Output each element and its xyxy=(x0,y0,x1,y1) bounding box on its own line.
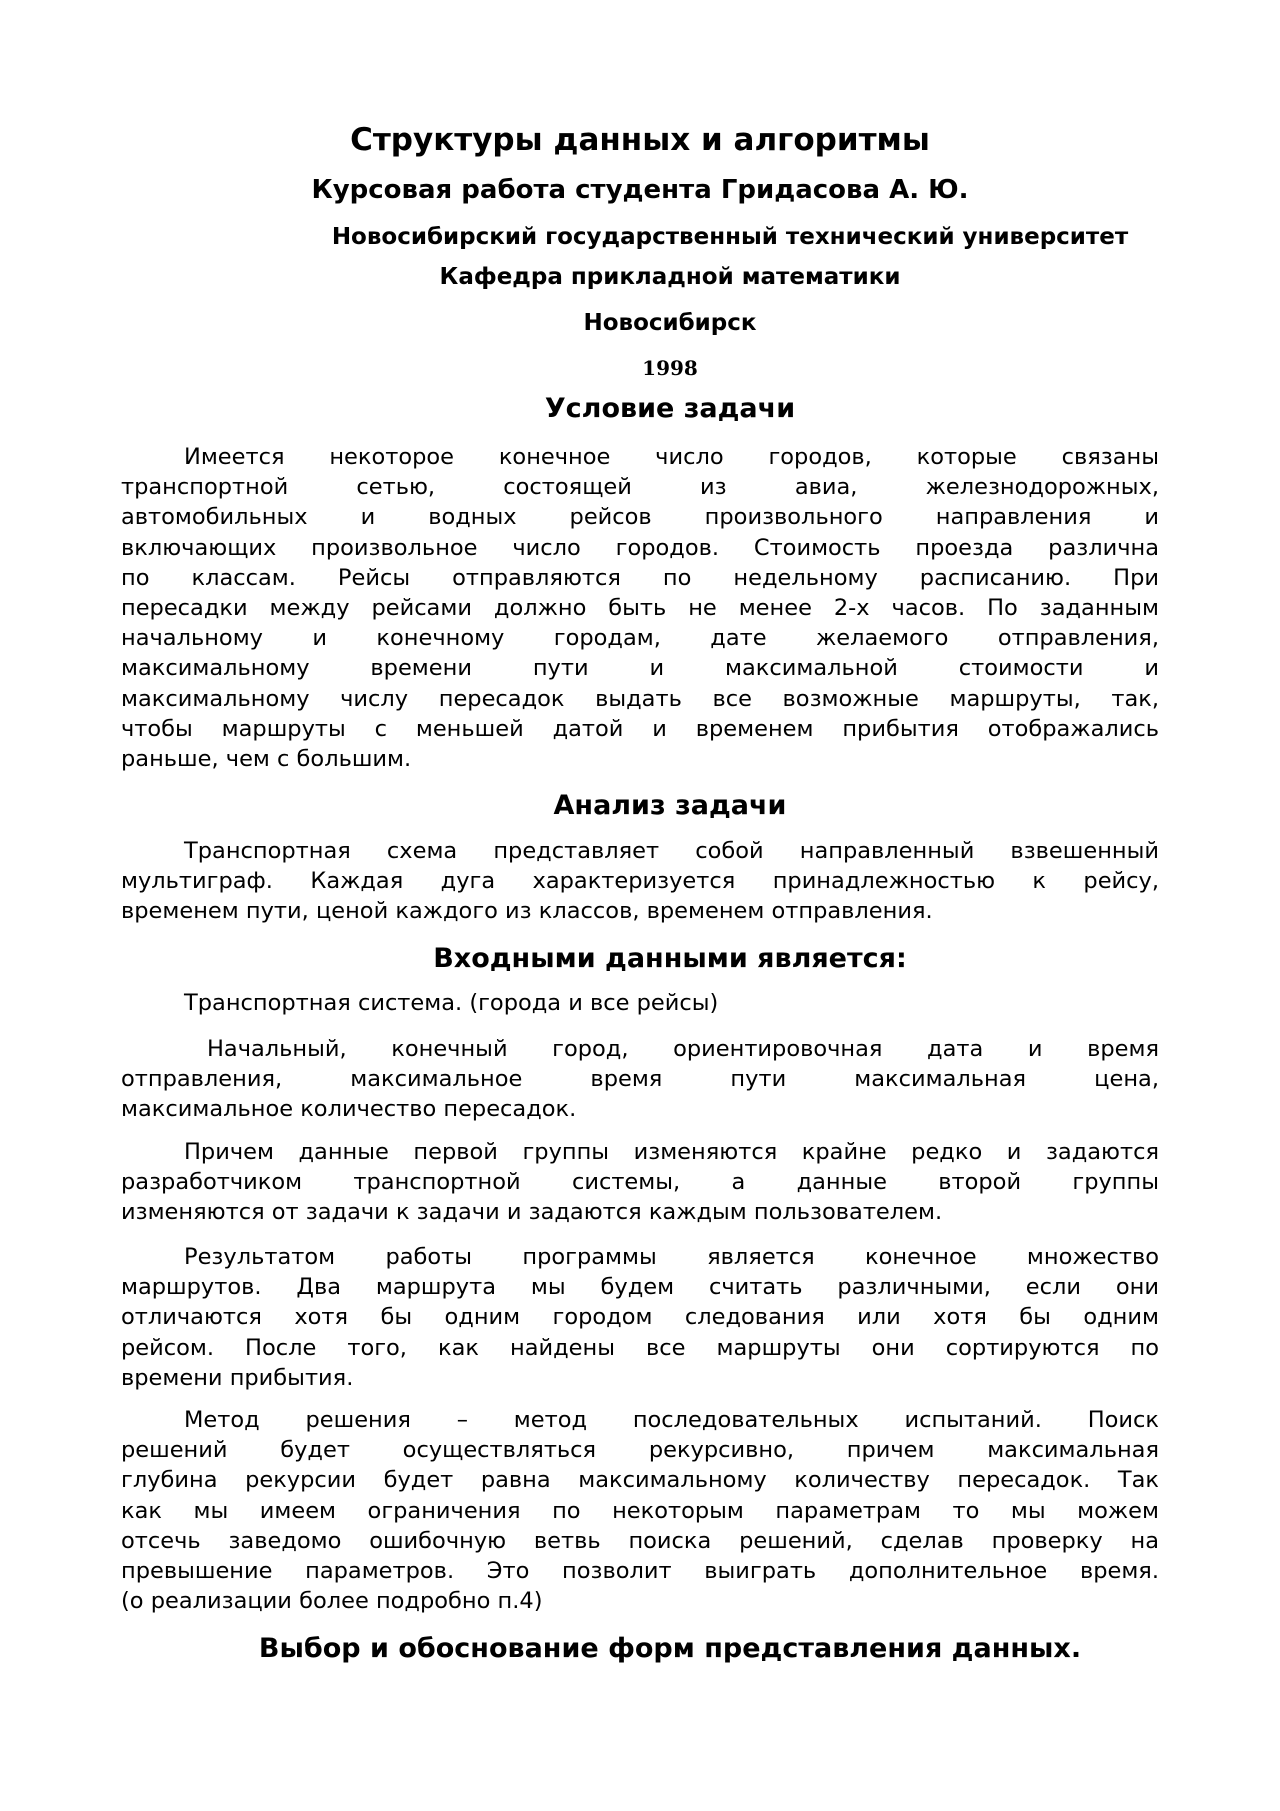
heading-data-forms: Выбор и обоснование форм представления данных. xyxy=(258,1633,1082,1664)
paragraph-analysis xyxy=(121,836,1159,927)
heading-input: Входными данными является: xyxy=(433,943,907,974)
text-line: времени прибытия. xyxy=(121,1364,354,1391)
text-line: максимальному числу пересадок выдать все возможные маршруты, так, xyxy=(121,685,1159,712)
text-line: глубина рекурсии будет равна максимальному количеству пересадок. Так xyxy=(121,1467,1159,1494)
document-title: Структуры данных и алгоритмы xyxy=(350,122,930,158)
text-line: транспортной сетью, состоящей из авиа, железнодорожных, xyxy=(121,474,1159,501)
text-line: (о реализации более подробно п.4) xyxy=(121,1588,543,1615)
text-line: отправления, максимальное время пути максимальная цена, xyxy=(121,1066,1159,1093)
text-line: Результатом работы программы является конечное множество xyxy=(184,1244,1159,1270)
paragraph-method xyxy=(121,1405,1159,1616)
text-line: начальному и конечному городам, дате желаемого отправления, xyxy=(121,625,1159,652)
text-line: раньше, чем с большим. xyxy=(121,745,412,772)
year: 1998 xyxy=(642,356,698,380)
text-line: включающих произвольное число городов. Стоимость проезда различна xyxy=(121,534,1159,561)
paragraph-input-1 xyxy=(121,988,1159,1018)
text-line: автомобильных и водных рейсов произвольного направления и xyxy=(121,504,1159,531)
document-subtitle: Курсовая работа студента Гридасова А. Ю. xyxy=(311,175,969,205)
department-name: Кафедра прикладной математики xyxy=(439,264,901,290)
text-line: Имеется некоторое конечное число городов, которые связаны xyxy=(184,444,1159,470)
paragraph-input-2 xyxy=(121,1034,1159,1125)
text-line: максимальное количество пересадок. xyxy=(121,1096,577,1123)
heading-analysis: Анализ задачи xyxy=(553,790,787,821)
text-line: как мы имеем ограничения по некоторым параметрам то мы можем xyxy=(121,1497,1159,1524)
text-line: чтобы маршруты с меньшей датой и временем прибытия отображались xyxy=(121,715,1159,742)
text-line: мультиграф. Каждая дуга характеризуется принадлежностью к рейсу, xyxy=(121,868,1159,895)
text-line: временем пути, ценой каждого из классов, временем отправления. xyxy=(121,898,933,925)
text-line: рейсом. После того, как найдены все маршруты они сортируются по xyxy=(121,1334,1159,1361)
text-line: Начальный, конечный город, ориентировочная дата и время xyxy=(207,1036,1159,1062)
text-line: Транспортная система. (города и все рейсы) xyxy=(184,990,719,1016)
text-line: Транспортная схема представляет собой направленный взвешенный xyxy=(184,838,1159,864)
text-line: разработчиком транспортной системы, а данные второй группы xyxy=(121,1169,1159,1196)
text-line: изменяются от задачи к задачи и задаются каждым пользователем. xyxy=(121,1199,943,1226)
text-line: отсечь заведомо ошибочную ветвь поиска решений, сделав проверку на xyxy=(121,1527,1159,1554)
text-line: Метод решения – метод последовательных испытаний. Поиск xyxy=(184,1407,1159,1433)
text-line: решений будет осуществляться рекурсивно, причем максимальная xyxy=(121,1437,1159,1464)
text-line: превышение параметров. Это позволит выиграть дополнительное время. xyxy=(121,1557,1159,1584)
paragraph-input-3 xyxy=(121,1137,1159,1228)
text-line: максимальному времени пути и максимальной стоимости и xyxy=(121,655,1159,682)
heading-condition: Условие задачи xyxy=(544,393,796,424)
text-line: отличаются хотя бы одним городом следования или хотя бы одним xyxy=(121,1304,1159,1331)
text-line: маршрутов. Два маршрута мы будем считать различными, если они xyxy=(121,1274,1159,1301)
paragraph-result xyxy=(121,1242,1159,1393)
text-line: Причем данные первой группы изменяются крайне редко и задаются xyxy=(184,1139,1159,1165)
university-name: Новосибирский государственный технический университет xyxy=(331,224,1129,250)
text-line: пересадки между рейсами должно быть не менее 2-х часов. По заданным xyxy=(121,594,1159,621)
paragraph-condition xyxy=(121,442,1159,774)
text-line: по классам. Рейсы отправляются по недельному расписанию. При xyxy=(121,564,1159,591)
city-name: Новосибирск xyxy=(583,310,757,336)
